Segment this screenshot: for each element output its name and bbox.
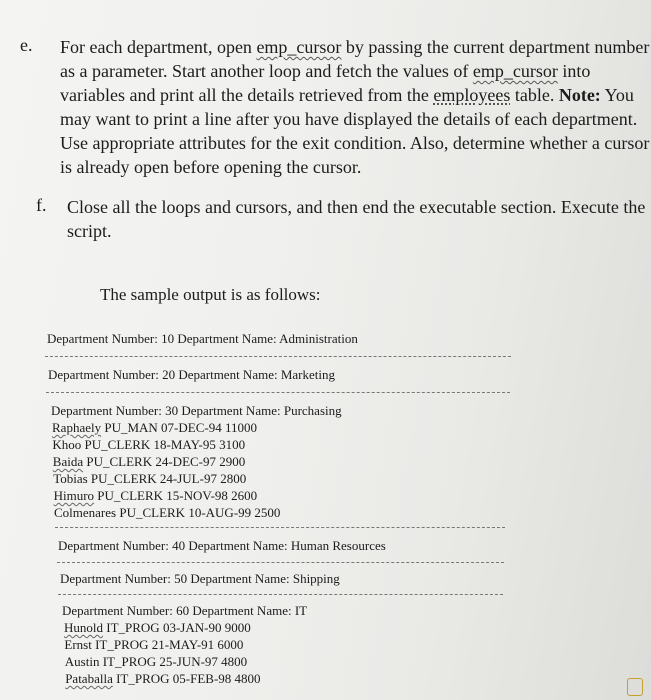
- employee-details: PU_CLERK 18-MAY-95 3100: [81, 437, 246, 452]
- instruction-e-text: For each department, open emp_cursor by passing the current department number as a parameter. Start another loop and fetch the values of emp_cursor into variables and print all the details retrieved from the employees table. Note: You may want to print a line after you have displayed the details of each department. Use appropriate attributes for the exit condition. Also, determine whether a cursor is already open before opening the cursor.: [60, 37, 650, 177]
- separator-line: [55, 527, 505, 528]
- employees-ref: employees: [433, 85, 511, 105]
- dept-50-line: Department Number: 50 Department Name: Shipping: [60, 571, 340, 586]
- employee-row: [64, 619, 251, 636]
- employee-row: [54, 487, 258, 504]
- employee-name: Colmenares: [54, 505, 117, 520]
- item-marker-f: f.: [36, 195, 47, 215]
- separator-line: [58, 594, 503, 595]
- separator-line: [46, 392, 510, 393]
- employee-row: [65, 670, 260, 687]
- employee-details: PU_MAN 07-DEC-94 11000: [101, 420, 257, 435]
- employee-details: IT_PROG 03-JAN-90 9000: [103, 620, 251, 635]
- employee-name: Pataballa: [65, 671, 113, 686]
- dept-10-line: Department Number: 10 Department Name: Administration: [47, 331, 358, 346]
- separator-line: [57, 562, 504, 563]
- emp-cursor-ref: emp_cursor: [256, 37, 342, 57]
- employee-details: IT_PROG 21-MAY-91 6000: [91, 637, 244, 652]
- dept-60-line: Department Number: 60 Department Name: IT: [62, 603, 308, 618]
- note-label: Note:: [558, 85, 601, 105]
- copy-icon[interactable]: [627, 678, 643, 696]
- dept-40-line: Department Number: 40 Department Name: Human Resources: [58, 538, 386, 553]
- employee-name: Raphaely: [52, 420, 102, 435]
- employee-details: PU_CLERK 15-NOV-98 2600: [94, 488, 258, 503]
- employee-row: [53, 453, 245, 470]
- sample-output-intro: The sample output is as follows:: [100, 285, 321, 304]
- employee-name: Baida: [52, 454, 84, 469]
- instruction-f-text: Close all the loops and cursors, and then end the executable section. Execute the script.: [67, 197, 646, 241]
- employee-row: [53, 470, 246, 487]
- employee-name: Austin: [64, 654, 100, 669]
- separator-line: [45, 356, 511, 357]
- employee-name: Himuro: [53, 488, 95, 503]
- employee-details: IT_PROG 05-FEB-98 4800: [112, 671, 261, 686]
- dept-20-line: Department Number: 20 Department Name: Marketing: [48, 367, 335, 382]
- employee-details: PU_CLERK 24-DEC-97 2900: [83, 454, 246, 469]
- item-marker-e: e.: [20, 35, 33, 55]
- employee-name: Hunold: [64, 620, 103, 635]
- employee-name: Khoo: [52, 437, 82, 452]
- employee-details: PU_CLERK 10-AUG-99 2500: [116, 505, 281, 520]
- employee-details: IT_PROG 25-JUN-97 4800: [99, 654, 248, 669]
- emp-cursor-ref: emp_cursor: [472, 61, 558, 81]
- employee-row: [64, 636, 243, 653]
- employee-row: [65, 653, 247, 670]
- dept-30-line: Department Number: 30 Department Name: Purchasing: [51, 403, 342, 418]
- employee-row: [52, 419, 257, 436]
- employee-row: [52, 436, 245, 453]
- employee-name: Tobias: [53, 471, 88, 486]
- employee-details: PU_CLERK 24-JUL-97 2800: [87, 471, 247, 486]
- employee-row: [54, 504, 280, 521]
- employee-name: Ernst: [64, 637, 92, 652]
